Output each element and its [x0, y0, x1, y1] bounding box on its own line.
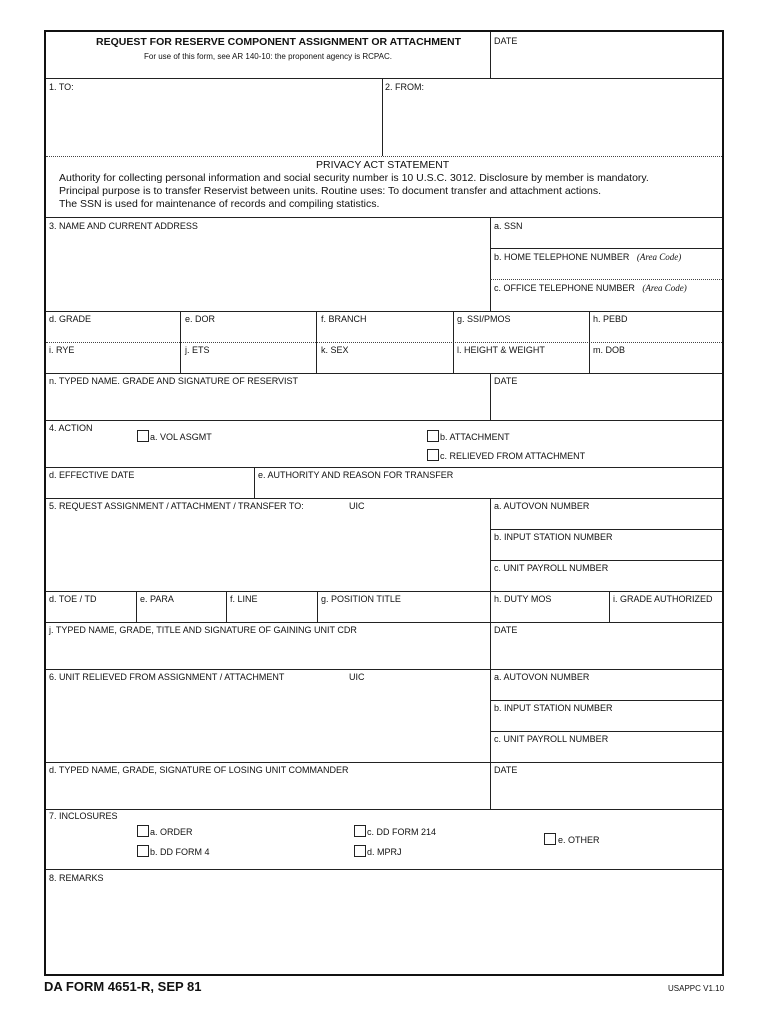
privacy-line-1: Authority for collecting personal information and social security number is 10 U.S.C. 3012. Disclosure by member is mandatory. [59, 172, 649, 184]
to-label: 1. TO: [49, 82, 74, 92]
position-title-label: g. POSITION TITLE [321, 594, 401, 604]
losing-cdr-field[interactable] [48, 777, 486, 807]
duty-mos-label: h. DUTY MOS [494, 594, 552, 604]
height-weight-label: l. HEIGHT & WEIGHT [457, 345, 545, 355]
mprj-label: d. MPRJ [367, 847, 402, 857]
toe-td-label: d. TOE / TD [49, 594, 97, 604]
gaining-cdr-field[interactable] [48, 637, 486, 667]
relieved-label: c. RELIEVED FROM ATTACHMENT [440, 451, 586, 461]
order-checkbox[interactable] [137, 825, 149, 837]
request-transfer-label: 5. REQUEST ASSIGNMENT / ATTACHMENT / TRANSFER TO: [49, 501, 304, 511]
privacy-line-3: The SSN is used for maintenance of records and compiling statistics. [59, 198, 380, 210]
form-id: DA FORM 4651-R, SEP 81 [44, 979, 202, 994]
relieved-uic-label: UIC [349, 672, 365, 682]
request-payroll-label: c. UNIT PAYROLL NUMBER [494, 563, 609, 573]
form-body [44, 30, 724, 976]
mprj-checkbox[interactable] [354, 845, 366, 857]
header-date-label: DATE [494, 36, 518, 46]
form-title: REQUEST FOR RESERVE COMPONENT ASSIGNMENT OR ATTACHMENT [96, 36, 461, 48]
order-label: a. ORDER [150, 827, 193, 837]
reservist-date-label: DATE [494, 376, 518, 386]
grade-label: d. GRADE [49, 314, 92, 324]
line-label: f. LINE [230, 594, 258, 604]
effective-date-label: d. EFFECTIVE DATE [49, 470, 135, 480]
privacy-heading: PRIVACY ACT STATEMENT [316, 159, 450, 171]
authority-reason-label: e. AUTHORITY AND REASON FOR TRANSFER [258, 470, 454, 480]
form-subtitle: For use of this form, see AR 140-10: the proponent agency is RCPAC. [144, 52, 392, 61]
vol-asgmt-checkbox[interactable] [137, 430, 149, 442]
ets-label: j. ETS [185, 345, 210, 355]
relieved-input-station-label: b. INPUT STATION NUMBER [494, 703, 613, 713]
request-input-station-label: b. INPUT STATION NUMBER [494, 532, 613, 542]
remarks-label: 8. REMARKS [49, 873, 104, 883]
dd-form-4-label: b. DD FORM 4 [150, 847, 210, 857]
office-area-code: (Area Code) [642, 283, 687, 293]
request-autovon-label: a. AUTOVON NUMBER [494, 501, 590, 511]
dob-label: m. DOB [593, 345, 626, 355]
unit-relieved-label: 6. UNIT RELIEVED FROM ASSIGNMENT / ATTACHMENT [49, 672, 285, 682]
request-transfer-field[interactable] [48, 513, 486, 588]
losing-date-label: DATE [494, 765, 518, 775]
dd-form-214-checkbox[interactable] [354, 825, 366, 837]
name-address-field[interactable] [48, 232, 486, 308]
ssi-pmos-label: g. SSI/PMOS [457, 314, 511, 324]
home-phone-text: b. HOME TELEPHONE NUMBER [494, 252, 630, 262]
privacy-line-2: Principal purpose is to transfer Reservist between units. Routine uses: To document transfer and attachment actions. [59, 185, 602, 197]
dor-label: e. DOR [185, 314, 216, 324]
relieved-autovon-label: a. AUTOVON NUMBER [494, 672, 590, 682]
dd-form-214-label: c. DD FORM 214 [367, 827, 437, 837]
ssn-label: a. SSN [494, 221, 523, 231]
gaining-date-label: DATE [494, 625, 518, 635]
other-checkbox[interactable] [544, 833, 556, 845]
to-field[interactable] [48, 94, 378, 154]
reservist-signature-label: n. TYPED NAME. GRADE AND SIGNATURE OF RESERVIST [49, 376, 299, 386]
attachment-checkbox[interactable] [427, 430, 439, 442]
sex-label: k. SEX [321, 345, 349, 355]
gaining-cdr-label: j. TYPED NAME, GRADE, TITLE AND SIGNATURE OF GAINING UNIT CDR [49, 625, 357, 635]
office-phone-text: c. OFFICE TELEPHONE NUMBER [494, 283, 635, 293]
grade-authorized-label: i. GRADE AUTHORIZED [613, 594, 713, 604]
header-date-field[interactable] [492, 34, 722, 78]
relieved-checkbox[interactable] [427, 449, 439, 461]
remarks-field[interactable] [48, 885, 720, 971]
from-label: 2. FROM: [385, 82, 425, 92]
from-field[interactable] [384, 94, 718, 154]
home-phone-label [494, 252, 681, 263]
name-address-label: 3. NAME AND CURRENT ADDRESS [49, 221, 198, 231]
request-uic-label: UIC [349, 501, 365, 511]
rye-label: i. RYE [49, 345, 75, 355]
office-phone-label [494, 283, 687, 294]
pebd-label: h. PEBD [593, 314, 628, 324]
other-label: e. OTHER [558, 835, 600, 845]
home-area-code: (Area Code) [636, 252, 682, 262]
unit-relieved-field[interactable] [48, 684, 486, 759]
relieved-payroll-label: c. UNIT PAYROLL NUMBER [494, 734, 609, 744]
dd-form-4-checkbox[interactable] [137, 845, 149, 857]
reservist-signature-field[interactable] [48, 388, 486, 418]
form-version: USAPPC V1.10 [668, 984, 725, 993]
losing-cdr-label: d. TYPED NAME, GRADE, SIGNATURE OF LOSING UNIT COMMANDER [49, 765, 349, 775]
para-label: e. PARA [140, 594, 174, 604]
attachment-label: b. ATTACHMENT [440, 432, 510, 442]
branch-label: f. BRANCH [321, 314, 367, 324]
vol-asgmt-label: a. VOL ASGMT [150, 432, 212, 442]
inclosures-label: 7. INCLOSURES [49, 811, 118, 821]
action-label: 4. ACTION [49, 423, 93, 433]
